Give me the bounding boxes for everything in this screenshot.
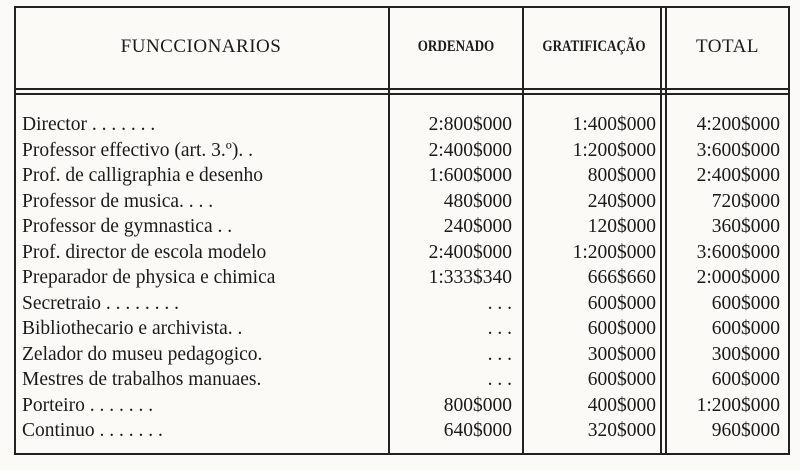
cell-ordenado: . . . (487, 343, 512, 365)
cell-ordenado: . . . (487, 318, 512, 339)
cell-ordenado: 2:800$000 (428, 114, 512, 135)
cell-gratificacao: 800$000 (587, 165, 656, 186)
table-row (0, 418, 800, 444)
table-row (0, 342, 800, 368)
header-ordenado: ORDENADO (417, 38, 495, 55)
cell-funccionario: Secretraio . . . . . . . . (22, 292, 180, 314)
cell-gratificacao: 320$000 (587, 420, 656, 441)
cell-ordenado: . . . (487, 292, 512, 314)
table-bottom-border (14, 453, 790, 455)
cell-total: 1:200$000 (696, 394, 780, 416)
table-row (0, 393, 800, 419)
cell-ordenado: 800$000 (443, 394, 512, 416)
table-row (0, 189, 800, 215)
cell-total: 600$000 (711, 318, 780, 339)
table-body (0, 112, 800, 444)
header-separator-top (14, 88, 790, 90)
cell-ordenado: 240$000 (443, 216, 512, 237)
cell-gratificacao: 1:200$000 (572, 139, 656, 161)
cell-funccionario: Porteiro . . . . . . . (22, 394, 154, 416)
cell-gratificacao: 666$660 (587, 267, 656, 288)
cell-total: 600$000 (711, 369, 780, 390)
cell-total: 360$000 (711, 216, 780, 237)
cell-gratificacao: 400$000 (587, 394, 656, 416)
cell-gratificacao: 600$000 (587, 318, 656, 339)
cell-ordenado: . . . (487, 369, 512, 390)
cell-total: 720$000 (711, 190, 780, 212)
table-row (0, 291, 800, 317)
cell-gratificacao: 1:400$000 (572, 114, 656, 135)
cell-ordenado: 640$000 (443, 420, 512, 441)
cell-total: 2:000$000 (696, 267, 780, 288)
cell-gratificacao: 300$000 (587, 343, 656, 365)
cell-ordenado: 1:333$340 (428, 267, 512, 288)
cell-funccionario: Continuo . . . . . . . (22, 420, 163, 441)
table-top-border (14, 6, 790, 8)
header-gratificacao: GRATIFICAÇÃO (542, 38, 646, 55)
cell-funccionario: Professor effectivo (art. 3.º). . (22, 139, 253, 161)
cell-funccionario: Director . . . . . . . (22, 114, 156, 135)
header-funccionarios: FUNCCIONARIOS (120, 36, 282, 57)
cell-funccionario: Zelador do museu pedagogico. (22, 343, 263, 365)
cell-total: 960$000 (711, 420, 780, 441)
cell-gratificacao: 120$000 (587, 216, 656, 237)
cell-funccionario: Prof. de calligraphia e desenho (22, 165, 263, 186)
table-row (0, 265, 800, 291)
header-separator-bottom (14, 93, 790, 95)
cell-gratificacao: 1:200$000 (572, 241, 656, 263)
table-row (0, 367, 800, 393)
table-row (0, 240, 800, 266)
table-row (0, 138, 800, 164)
cell-funccionario: Prof. director de escola modelo (22, 241, 267, 263)
cell-ordenado: 2:400$000 (428, 139, 512, 161)
cell-funccionario: Professor de gymnastica . . (22, 216, 233, 237)
cell-total: 600$000 (711, 292, 780, 314)
table-row (0, 112, 800, 138)
cell-ordenado: 1:600$000 (428, 165, 512, 186)
cell-funccionario: Mestres de trabalhos manuaes. (22, 369, 262, 390)
cell-ordenado: 480$000 (443, 190, 512, 212)
cell-ordenado: 2:400$000 (428, 241, 512, 263)
cell-funccionario: Professor de musica. . . . (22, 190, 214, 212)
cell-total: 4:200$000 (696, 114, 780, 135)
table-row (0, 316, 800, 342)
cell-funccionario: Bibliothecario e archivista. . (22, 318, 243, 339)
cell-total: 3:600$000 (696, 241, 780, 263)
cell-total: 2:400$000 (696, 165, 780, 186)
cell-gratificacao: 600$000 (587, 369, 656, 390)
header-total: TOTAL (696, 36, 759, 57)
table-row (0, 214, 800, 240)
cell-gratificacao: 600$000 (587, 292, 656, 314)
cell-gratificacao: 240$000 (587, 190, 656, 212)
table-row (0, 163, 800, 189)
cell-total: 300$000 (711, 343, 780, 365)
cell-funccionario: Preparador de physica e chimica (22, 267, 276, 288)
cell-total: 3:600$000 (696, 139, 780, 161)
